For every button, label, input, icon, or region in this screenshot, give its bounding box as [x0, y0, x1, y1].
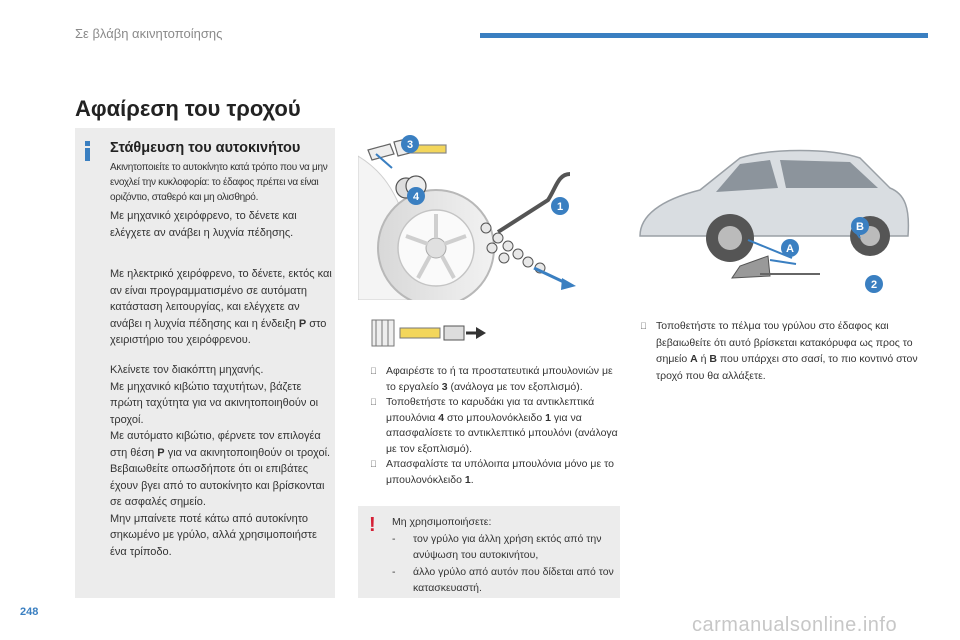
callout-label-1: 1: [556, 201, 564, 213]
tool-strip-illustration: [370, 316, 490, 350]
steps-list: [370, 364, 620, 488]
jack-step: Τοποθετήστε το πέλμα του γρύλου στο έδαφος και βεβαιωθείτε ότι αυτό βρίσκεται κατακόρυφα ως προς το σημείο A ή B που υπάρχει στο σασί, το πιο κοντινό στον τροχό που θα αλλάξετε.: [656, 320, 918, 382]
info-paragraph-mechanical-brake: Με μηχανικό χειρόφρενο, το δένετε και ελέγχετε αν ανάβει η λυχνία πέδησης.: [110, 210, 297, 239]
callout-label-2: 2: [870, 279, 878, 291]
callout-label-3: 3: [406, 139, 414, 151]
callout-label-4: 4: [412, 191, 420, 203]
info-paragraph-ignition: Κλείνετε τον διακόπτη μηχανής. Με μηχανικό κιβώτιο ταχυτήτων, βάζετε πρώτη ταχύτητα για να ακινητοποιηθούν οι τροχοί. Με αυτόματο κιβώτιο, φέρνετε τον επιλογέα στη θέση P για να ακινητοποιηθούν οι τροχοί. Βεβαιωθείτε οπωσδήποτε ότι οι επιβάτες έχουν βγει από το αυτοκίνητο και βρίσκονται σε ασφαλές σημείο. Μην μπαίνετε ποτέ κάτω από αυτοκίνητο σηκωμένο με γρύλο, αλλά χρησιμοποιήστε ένα τρίποδο.: [110, 364, 331, 558]
info-panel-subtext: Ακινητοποιείτε το αυτοκίνητο κατά τρόπο που να μην ενοχλεί την κυκλοφορία: το έδαφος πρέπει να είναι οριζόντιο, σταθερό και μη ολισθηρό.: [110, 162, 328, 203]
wheel-illustration: [358, 128, 620, 300]
step-item: Απασφαλίστε τα υπόλοιπα μπουλόνια μόνο με το μπουλονόκλειδο 1.: [386, 458, 614, 486]
warning-item: - τον γρύλο για άλλη χρήση εκτός από την ανύψωση του αυτοκινήτου,: [392, 532, 602, 561]
page-number: 248: [20, 606, 39, 618]
section-title: Σε βλάβη ακινητοποίησης: [75, 26, 223, 41]
warning-text: Μη χρησιμοποιήσετε: - τον γρύλο για άλλη χρήση εκτός από την ανύψωση του αυτοκινήτου, - άλλο γρύλο από αυτόν που δίδεται από τον κατασκευαστή.: [392, 514, 617, 597]
wheel-bolts-svg: [358, 128, 620, 300]
header-accent-bar: [480, 33, 928, 38]
warning-icon: !: [369, 514, 376, 536]
step-item: Τοποθετήστε το καρυδάκι για τα αντικλεπτικά μπουλόνια 4 στο μπουλονόκλειδο 1 για να απασφαλίσετε το αντικλεπτικό μπουλόνι (ανάλογα με τον εξοπλισμό).: [386, 396, 618, 455]
watermark: carmanualsonline.info: [692, 614, 898, 636]
page-title: Αφαίρεση του τροχού: [75, 96, 301, 121]
info-icon: [85, 141, 91, 161]
info-panel-heading: Στάθμευση του αυτοκινήτου: [110, 140, 301, 156]
car-svg: [620, 128, 920, 300]
car-jack-illustration: [620, 128, 920, 300]
warning-item: - άλλο γρύλο από αυτόν που δίδεται από τον κατασκευαστή.: [392, 565, 614, 594]
callout-label-A: A: [786, 243, 794, 255]
step-item: Αφαιρέστε το ή τα προστατευτικά μπουλονιών με το εργαλείο 3 (ανάλογα με τον εξοπλισμό).: [386, 365, 613, 393]
info-paragraph-electric-brake: Με ηλεκτρικό χειρόφρενο, το δένετε, εκτός και αν είναι προγραμματισμένο σε αυτόματη κατάσταση λειτουργίας, και ελέγχετε αν ανάβει η λυχνία πέδησης και η ένδειξη P στο χειριστήριο του χειρόφρενου.: [110, 268, 332, 346]
callout-label-B: B: [856, 221, 864, 233]
